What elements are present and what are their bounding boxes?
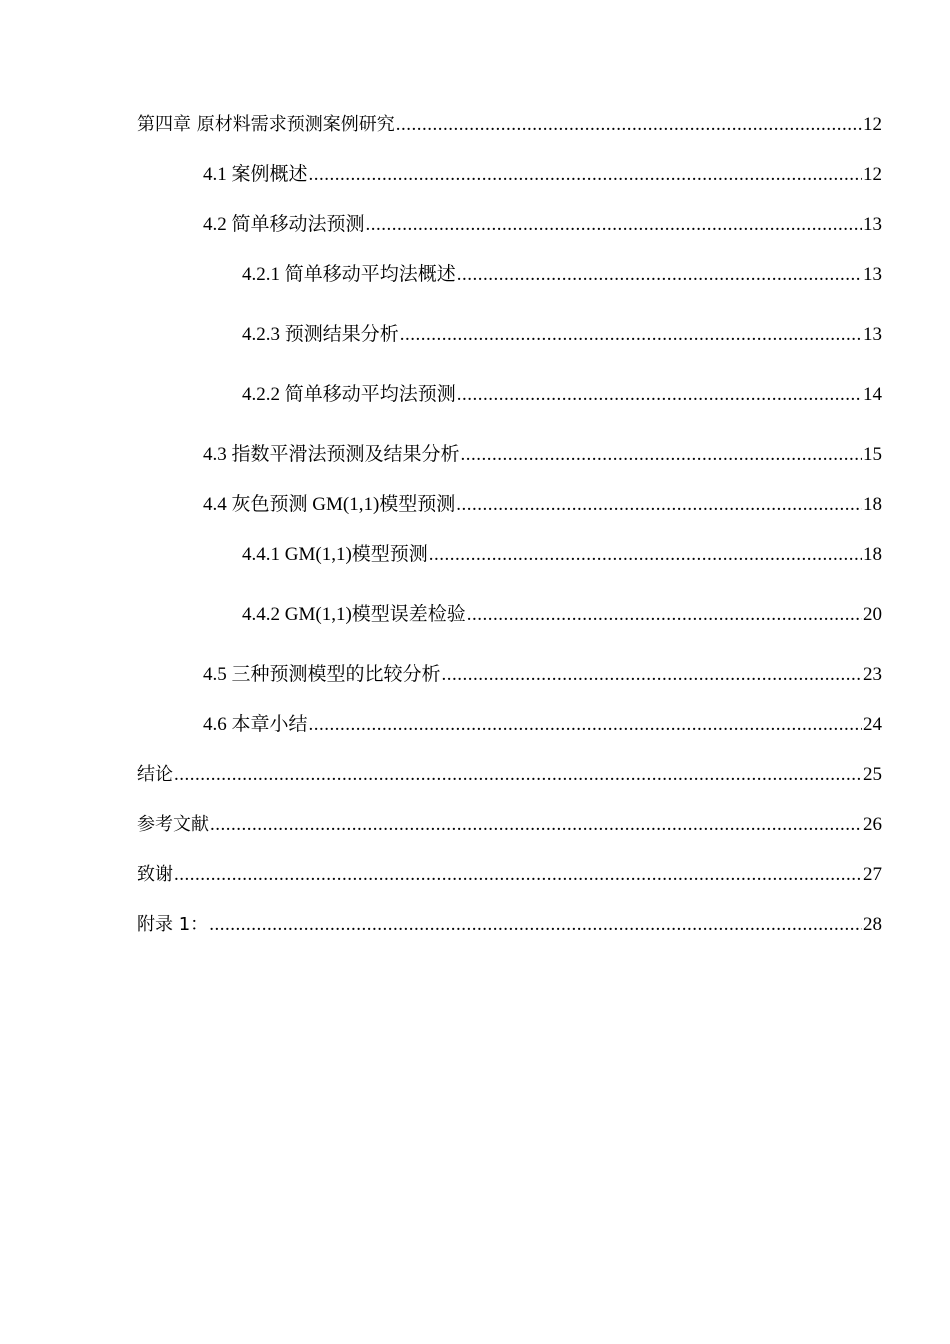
toc-entry-page: 28: [863, 914, 882, 935]
toc-entry-4-6[interactable]: [0, 712, 882, 738]
toc-entry-title: 结论: [137, 764, 173, 785]
toc-entry-4-4-2[interactable]: [0, 602, 882, 628]
toc-entry-page: 27: [863, 864, 882, 885]
toc-entry-title: 附录 1：: [137, 914, 209, 935]
toc-entry-title: 4.2.1 简单移动平均法概述: [242, 264, 456, 285]
toc-entry-title: 4.6 本章小结: [203, 714, 308, 735]
toc-entry-acknowledgements[interactable]: [0, 862, 882, 888]
toc-entry-title: 4.2.3 预测结果分析: [242, 324, 399, 345]
toc-dot-leader: [400, 322, 862, 348]
toc-entry-title: 4.4.1 GM(1,1)模型预测: [242, 544, 428, 565]
toc-entry-title: 4.4 灰色预测 GM(1,1)模型预测: [203, 494, 456, 515]
toc-dot-leader: [461, 442, 862, 468]
toc-entry-page: 18: [863, 544, 882, 565]
toc-dot-leader: [429, 542, 862, 568]
toc-dot-leader: [309, 162, 862, 188]
toc-dot-leader: [309, 712, 862, 738]
toc-entry-4-2-2[interactable]: [0, 382, 882, 408]
toc-dot-leader: [396, 112, 862, 138]
toc-entry-title: 第四章 原材料需求预测案例研究: [137, 114, 395, 135]
toc-entry-page: 13: [863, 264, 882, 285]
toc-entry-page: 23: [863, 664, 882, 685]
toc-dot-leader: [174, 762, 862, 788]
toc-entry-page: 20: [863, 604, 882, 625]
toc-entry-title: 4.3 指数平滑法预测及结果分析: [203, 444, 460, 465]
toc-entry-title: 4.2.2 简单移动平均法预测: [242, 384, 456, 405]
toc-entry-title: 4.5 三种预测模型的比较分析: [203, 664, 441, 685]
toc-entry-4-2[interactable]: [0, 212, 882, 238]
toc-entry-4-2-1[interactable]: [0, 262, 882, 288]
toc-entry-page: 24: [863, 714, 882, 735]
toc-entry-4-4[interactable]: [0, 492, 882, 518]
toc-entry-page: 12: [863, 114, 882, 135]
toc-entry-references[interactable]: [0, 812, 882, 838]
toc-entry-title: 参考文献: [137, 814, 209, 835]
toc-dot-leader: [210, 812, 862, 838]
toc-entry-title: 4.4.2 GM(1,1)模型误差检验: [242, 604, 466, 625]
toc-dot-leader: [366, 212, 862, 238]
toc-entry-page: 14: [863, 384, 882, 405]
toc-entry-appendix-1[interactable]: [0, 912, 882, 938]
toc-entry-title: 4.1 案例概述: [203, 164, 308, 185]
toc-entry-page: 18: [863, 494, 882, 515]
toc-dot-leader: [456, 492, 862, 518]
toc-dot-leader: [442, 662, 862, 688]
toc-dot-leader: [457, 262, 862, 288]
toc-dot-leader: [174, 862, 862, 888]
toc-entry-page: 12: [863, 164, 882, 185]
toc-entry-page: 25: [863, 764, 882, 785]
toc-entry-4-2-3[interactable]: [0, 322, 882, 348]
toc-entry-4-3[interactable]: [0, 442, 882, 468]
toc-dot-leader: [457, 382, 862, 408]
toc-entry-chapter-4[interactable]: [0, 112, 882, 138]
toc-entry-conclusion[interactable]: [0, 762, 882, 788]
toc-entry-title: 致谢: [137, 864, 173, 885]
toc-entry-page: 13: [863, 324, 882, 345]
toc-entry-page: 13: [863, 214, 882, 235]
toc-dot-leader: [467, 602, 862, 628]
toc-entry-4-5[interactable]: [0, 662, 882, 688]
toc-entry-4-1[interactable]: [0, 162, 882, 188]
toc-entry-page: 15: [863, 444, 882, 465]
toc-entry-page: 26: [863, 814, 882, 835]
toc-entry-title: 4.2 简单移动法预测: [203, 214, 365, 235]
toc-dot-leader: [209, 912, 862, 938]
toc-entry-4-4-1[interactable]: [0, 542, 882, 568]
